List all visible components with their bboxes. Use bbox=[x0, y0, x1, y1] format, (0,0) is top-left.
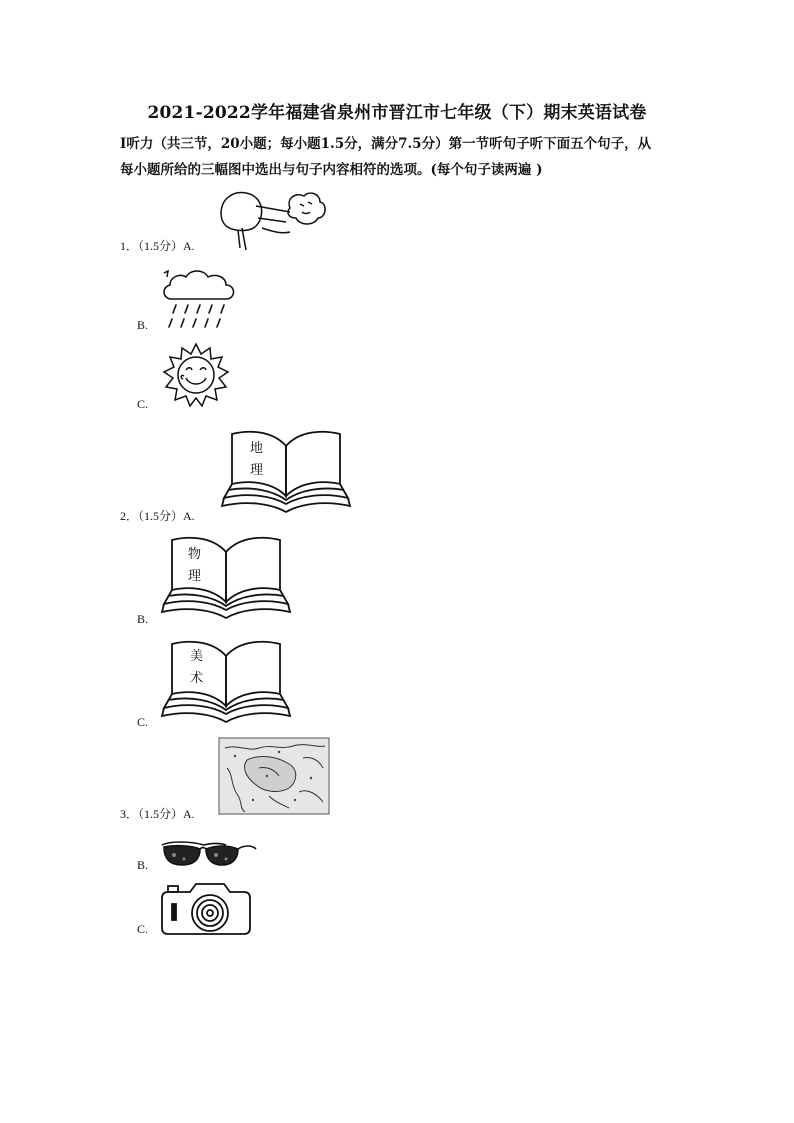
book-label-char: 理 bbox=[250, 463, 264, 478]
smiling-sun-icon bbox=[160, 342, 232, 410]
rain-cloud-icon bbox=[160, 265, 238, 331]
book-label-char: 美 bbox=[190, 649, 204, 664]
question-2-option-c-label: C. bbox=[137, 715, 149, 729]
question-1-label: 1．（1.5分）A. bbox=[120, 239, 195, 253]
section-intro-line-1: I听力（共三节，20小题；每小题1.5分，满分7.5分）第一节听句子听下面五个句子，从 bbox=[120, 136, 652, 152]
book-icon bbox=[160, 530, 292, 624]
book-label-char: 理 bbox=[188, 569, 202, 584]
question-3-option-b-label: B. bbox=[137, 858, 149, 872]
book-label-char: 地 bbox=[250, 441, 264, 456]
map-icon bbox=[219, 738, 329, 814]
question-1-option-b-label: B. bbox=[137, 318, 149, 332]
book-label-char: 物 bbox=[188, 547, 202, 562]
question-3-option-c-label: C. bbox=[137, 922, 149, 936]
camera-icon bbox=[160, 882, 252, 936]
book-label-char: 术 bbox=[190, 671, 204, 686]
windy-tree-icon bbox=[216, 188, 328, 250]
book-icon bbox=[160, 634, 292, 728]
question-1-option-c-label: C. bbox=[137, 397, 149, 411]
question-2-label: 2．（1.5分）A. bbox=[120, 509, 195, 523]
question-2-option-b-label: B. bbox=[137, 612, 149, 626]
sunglasses-icon bbox=[160, 835, 258, 869]
book-icon bbox=[220, 424, 352, 518]
page-title: 2021-2022学年福建省泉州市晋江市七年级（下）期末英语试卷 bbox=[147, 103, 647, 123]
section-intro-line-2: 每小题所给的三幅图中选出与句子内容相符的选项。(每个句子读两遍 ) bbox=[120, 162, 543, 178]
question-3-label: 3．（1.5分）A. bbox=[120, 807, 195, 821]
